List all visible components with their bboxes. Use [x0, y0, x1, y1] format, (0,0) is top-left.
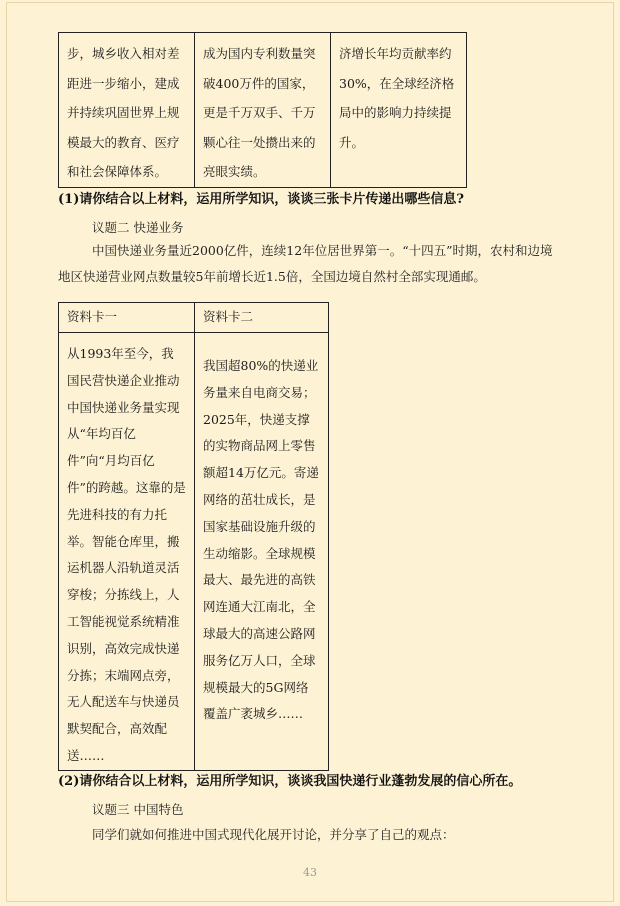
question-1: (1)请你结合以上材料，运用所学知识，谈谈三张卡片传递出哪些信息?: [58, 192, 464, 207]
card1-text: 从1993年至今，我国民营快递企业推动中国快递业务量实现从“年均百亿件”向“月均百亿件”的跨越。这靠的是先进科技的有力托举。智能仓库里，搬运机器人沿轨道灵活穿梭；分拣线上，人工智能视觉系统精准识别，高效完成快递分拣；末端网点旁，无人配送车与快递员默契配合，高效配送……: [59, 333, 195, 771]
card2-text: 我国超80%的快递业务量来自电商交易；2025年，快递支撑的实物商品网上零售额超14万亿元。寄递网络的茁壮成长，是国家基础设施升级的生动缩影。全球规模最大、最先进的高铁网连通大江南北，全球最大的高速公路网服务亿万人口，全球规模最大的5G网络覆盖广袤城乡……: [195, 333, 329, 771]
page-number: 43: [303, 866, 317, 879]
topic3-intro: 同学们就如何推进中国式现代化展开讨论，并分享了自己的观点：: [92, 827, 455, 842]
top-table-col3: 济增长年均贡献率约30%，在全球经济格局中的影响力持续提升。: [331, 33, 467, 188]
topic3-heading: 议题三 中国特色: [92, 802, 184, 817]
top-table-col1: 步，城乡收入相对差距进一步缩小，建成并持续巩固世界上规模最大的教育、医疗和社会保障体系。: [59, 33, 195, 188]
card1-title: 资料卡一: [59, 303, 195, 333]
top-card-table: [58, 32, 467, 188]
card2-title: 资料卡二: [195, 303, 329, 333]
question-2: (2)请你结合以上材料，运用所学知识，谈谈我国快递行业蓬勃发展的信心所在。: [58, 774, 522, 789]
topic2-heading: 议题二 快递业务: [92, 220, 184, 235]
topic2-intro: 中国快递业务量近2000亿件，连续12年位居世界第一。“十四五”时期，农村和边境地区快递营业网点数量较5年前增长近1.5倍，全国边境自然村全部实现通邮。: [58, 243, 553, 284]
top-table-col2: 成为国内专利数量突破400万件的国家，更是千万双手、千万颗心往一处攒出来的亮眼实绩。: [195, 33, 331, 188]
material-card-table: [58, 302, 329, 771]
